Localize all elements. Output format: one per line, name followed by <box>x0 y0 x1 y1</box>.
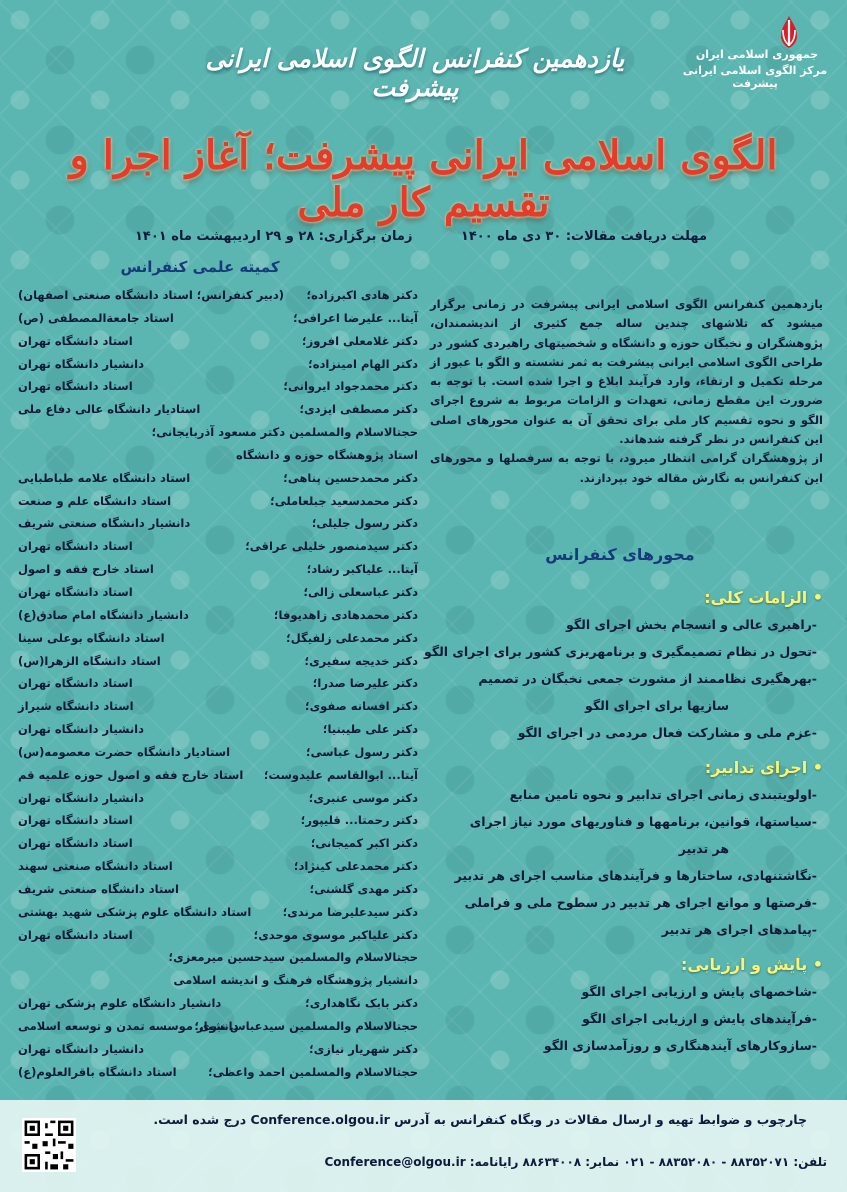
committee-row <box>18 695 418 718</box>
member-role: استاد دانشگاه تهران <box>18 927 133 942</box>
intro-paragraph: از پژوهشگران گرامی انتظار میرود، با توجه به سرفصلها و محورهای این کنفرانس به نگارش مقاله خود بپردازند. <box>430 451 823 485</box>
member-name: حجتالاسلام والمسلمین دکتر مسعود آذربایجانی؛ <box>151 425 418 440</box>
committee-row <box>18 992 418 1015</box>
bullet-icon: • <box>807 955 823 974</box>
member-name: دکتر رسول عباسی؛ <box>306 744 418 759</box>
committee-row <box>18 832 418 855</box>
member-name: دکتر سیدمنصور خلیلی عراقی؛ <box>245 539 418 554</box>
member-name: دکتر محمدجواد ایروانی؛ <box>283 379 418 394</box>
intro-paragraph: یازدهمین کنفرانس الگوی اسلامی ایرانی پیشرفت در زمانی برگزار میشود که تلاشهای چندین ساله جمع کثیری از اندیشمندان، پژوهشگران و نخبگان حوزه و دانشگاه و شخصیتهای راهبردی کشور در طراحی الگوی اسلامی ایرانی پیشرفت به ثمر نشسته و الگو با عبور از مرحله تکمیل و ارتقاء، وارد فرآیند ابلاغ و اجرا شده است. با توجه به ضرورت این مقطع زمانی، تعهدات و الزامات مربوط به شروع اجرای الگو و نحوه تقسیم کار ملی برای تحقق آن به عنوان محورهای اصلی این کنفرانس در نظر گرفته شدهاند. <box>430 297 823 447</box>
member-name: آیتا... ابوالقاسم علیدوست؛ <box>263 767 418 782</box>
qr-code-icon[interactable] <box>22 1118 76 1172</box>
section-title-general-requirements <box>704 588 823 607</box>
member-role: استاد جامعةالمصطفی (ص) <box>18 310 174 325</box>
committee-row <box>18 809 418 832</box>
bullet-icon: • <box>807 758 823 777</box>
committee-row <box>18 467 418 490</box>
committee-row <box>18 969 418 992</box>
member-role: استاد خارج فقه و اصول حوزه علمیه قم <box>18 767 244 782</box>
committee-row <box>18 718 418 741</box>
member-role: دانشیار پژوهشگاه فرهنگ و اندیشه اسلامی <box>173 973 418 988</box>
member-role: دانشیار دانشگاه صنعتی شریف <box>18 516 191 531</box>
footer-contact[interactable]: تلفن: ۸۸۳۵۲۰۷۱ - ۸۸۳۵۲۰۸۰ - ۰۲۱ نمابر: ۸۸۶۳۴۰۰۸ رایانامه: Conference@olgou.ir <box>324 1155 827 1169</box>
member-role: استاد دانشگاه بوعلی سینا <box>18 630 165 645</box>
committee-row <box>18 901 418 924</box>
member-name: دکتر الهام امینزاده؛ <box>308 356 418 371</box>
footer-main-text: چارچوب و ضوابط تهیه و ارسال مقالات در وبگاه کنفرانس به آدرس Conference.olgou.ir درج شده است. <box>153 1112 807 1127</box>
committee-row <box>18 741 418 764</box>
axis-item: -فرصتها و موانع اجرای هر تدبیر در سطوح ملی و فراملی <box>464 895 817 910</box>
member-role: دانشیار دانشگاه امام صادق(ع) <box>18 607 189 622</box>
member-name: دکتر علیاکبر موسوی موحدی؛ <box>253 927 418 942</box>
member-role: دانشیار دانشگاه تهران <box>18 722 144 737</box>
axes-title: محورهای کنفرانس <box>545 545 695 564</box>
member-name: دکتر محمدسعید جبلعاملی؛ <box>270 493 418 508</box>
committee-row <box>18 398 418 421</box>
committee-row <box>18 924 418 947</box>
committee-row <box>18 1015 418 1038</box>
axis-item: -تحول در نظام تصمیمگیری و برنامهریزی کشور برای اجرای الگو <box>424 644 817 659</box>
member-name: آیتا... علیرضا اعرافی؛ <box>293 310 418 325</box>
main-title: الگوی اسلامی ایرانی پیشرفت؛ آغاز اجرا و تقسیم کار ملی <box>69 132 778 226</box>
member-name: دکتر علیرضا صدرا؛ <box>312 676 418 691</box>
member-name: دکتر مصطفی ایزدی؛ <box>299 402 418 417</box>
member-name: دکتر افسانه صفوی؛ <box>305 699 418 714</box>
axis-item: -شاخصهای پایش و ارزیابی اجرای الگو <box>581 984 817 999</box>
member-name: آیتا... علیاکبر رشاد؛ <box>306 562 418 577</box>
member-name: دکتر موسی عنبری؛ <box>308 790 418 805</box>
member-role: دانشیار دانشگاه تهران <box>18 790 144 805</box>
axis-item: -سازوکارهای آیندهنگاری و روزآمدسازی الگو <box>543 1038 817 1053</box>
member-role: استاد دانشگاه شیراز <box>18 699 134 714</box>
committee-row <box>18 650 418 673</box>
member-role: استاد دانشگاه تهران <box>18 813 133 828</box>
section-title-text: الزامات کلی: <box>704 588 808 607</box>
axis-item: سازیها برای اجرای الگو <box>585 698 729 713</box>
member-role: استاد دانشگاه الزهرا(س) <box>18 653 161 668</box>
committee-row <box>18 1061 418 1084</box>
iran-emblem-icon <box>769 12 809 52</box>
committee-row <box>18 330 418 353</box>
intro-text <box>430 295 823 488</box>
member-name: حجتالاسلام والمسلمین سیدحسین میرمعزی؛ <box>168 950 418 965</box>
member-role: استاد دانشگاه تهران <box>18 539 133 554</box>
submission-deadline: مهلت دریافت مقالات: ۳۰ دی ماه ۱۴۰۰ <box>460 229 707 244</box>
section-title-monitoring <box>681 955 823 974</box>
committee-row <box>18 444 418 467</box>
member-role: (دبیر کنفرانس؛ استاد دانشگاه صنعتی اصفهان) <box>18 288 285 302</box>
committee-row <box>18 627 418 650</box>
member-name: دکتر رحمتا... قلیپور؛ <box>300 813 418 828</box>
member-name: دکتر خدیجه سفیری؛ <box>304 653 418 668</box>
conference-name: یازدهمین کنفرانس الگوی اسلامی ایرانی پیشرفت <box>205 44 625 102</box>
org-line-1: جمهوری اسلامی ایران <box>695 48 819 61</box>
member-role: دانشیار دانشگاه تهران <box>18 356 144 371</box>
member-name: دکتر مهدی گلشنی؛ <box>309 881 418 896</box>
axis-item: -راهبری عالی و انسجام بخش اجرای الگو <box>566 617 817 632</box>
axis-item: -سیاستها، قوانین، برنامهها و فناوریهای مورد نیاز اجرای <box>469 814 817 829</box>
member-role: استاد دانشگاه علامه طباطبایی <box>18 470 191 485</box>
committee-row <box>18 672 418 695</box>
member-role: استاد دانشگاه علوم پزشکی شهید بهشتی <box>18 904 252 919</box>
member-name: دکتر محمدحسین پناهی؛ <box>283 470 418 485</box>
member-role: استادیار دانشگاه حضرت معصومه(س) <box>18 744 231 759</box>
axis-item: -عزم ملی و مشارکت فعال مردمی در اجرای الگو <box>517 725 817 740</box>
committee-row <box>18 878 418 901</box>
member-role: استاد دانشگاه تهران <box>18 676 133 691</box>
axis-item: -پیامدهای اجرای هر تدبیر <box>661 922 817 937</box>
member-role: دانشیار موسسه تمدن و توسعه اسلامی <box>18 1019 239 1033</box>
member-name: دکتر محمدهادی زاهدیوفا؛ <box>273 607 418 622</box>
member-name: دکتر سیدعلیرضا مرندی؛ <box>282 904 418 919</box>
member-role: استاد پژوهشگاه حوزه و دانشگاه <box>236 447 418 462</box>
committee-row <box>18 1038 418 1061</box>
member-name: دکتر عباسعلی زالی؛ <box>303 584 418 599</box>
member-role: دانشیار دانشگاه علوم پزشکی تهران <box>18 996 222 1011</box>
bullet-icon: • <box>807 588 823 607</box>
member-name: دکتر علی طیبنیا؛ <box>322 722 418 737</box>
member-role: استاد دانشگاه علم و صنعت <box>18 493 172 508</box>
member-name: دکتر اکبر کمیجانی؛ <box>310 836 418 851</box>
member-name: دکتر هادی اکبرزاده؛ <box>306 288 418 302</box>
section-title-text: پایش و ارزیابی: <box>680 955 808 974</box>
committee-row <box>18 284 418 307</box>
member-role: استاد دانشگاه تهران <box>18 584 133 599</box>
org-line-2: مرکز الگوی اسلامی ایرانی پیشرفت <box>682 64 828 90</box>
member-role: استاد دانشگاه تهران <box>18 333 133 348</box>
committee-row <box>18 421 418 444</box>
committee-row <box>18 787 418 810</box>
committee-row <box>18 946 418 969</box>
committee-row <box>18 604 418 627</box>
member-role: استاد دانشگاه باقرالعلوم(ع) <box>18 1064 177 1079</box>
member-name: دکتر رسول جلیلی؛ <box>311 516 418 531</box>
section-title-text: اجرای تدابیر: <box>704 758 808 777</box>
member-role: استاد دانشگاه تهران <box>18 379 133 394</box>
axis-item: -نگاشتنهادی، ساختارها و فرآیندهای مناسب اجرای هر تدبیر <box>454 868 817 883</box>
axis-item: هر تدبیر <box>678 841 729 856</box>
member-name: حجتالاسلام والمسلمین احمد واعظی؛ <box>208 1064 418 1079</box>
member-name: دکتر شهریار نیازی؛ <box>309 1041 418 1056</box>
member-role: استاد خارج فقه و اصول <box>18 562 154 577</box>
committee-row <box>18 353 418 376</box>
axis-item: -بهرهگیری نظاممند از مشورت جمعی نخبگان در تصمیم <box>478 671 817 686</box>
member-name: دکتر محمدعلی کینژاد؛ <box>293 859 418 874</box>
section-title-implementation <box>705 758 823 777</box>
member-name: دکتر غلامعلی افروز؛ <box>302 333 418 348</box>
committee-row <box>18 490 418 513</box>
committee-row <box>18 535 418 558</box>
member-role: استادیار دانشگاه عالی دفاع ملی <box>18 402 201 417</box>
committee-title: کمیته علمی کنفرانس <box>120 258 280 276</box>
committee-row <box>18 581 418 604</box>
member-name: دکتر بابک نگاهداری؛ <box>305 996 418 1011</box>
event-dates: زمان برگزاری: ۲۸ و ۲۹ اردیبهشت ماه ۱۴۰۱ <box>135 229 413 244</box>
committee-row <box>18 558 418 581</box>
member-role: دانشیار دانشگاه تهران <box>18 1041 144 1056</box>
member-name: حجتالاسلام والمسلمین سیدعباس نبوی؛ <box>194 1019 418 1033</box>
committee-row <box>18 307 418 330</box>
committee-row <box>18 855 418 878</box>
axis-item: -اولویتبندی زمانی اجرای تدابیر و نحوه تامین منابع <box>509 787 817 802</box>
member-name: دکتر محمدعلی زلفیگل؛ <box>286 630 418 645</box>
committee-row <box>18 375 418 398</box>
axis-item: -فرآیندهای پایش و ارزیابی اجرای الگو <box>582 1011 817 1026</box>
committee-row <box>18 512 418 535</box>
committee-list <box>18 284 418 1084</box>
member-role: استاد دانشگاه صنعتی سهند <box>18 859 173 874</box>
member-role: استاد دانشگاه تهران <box>18 836 133 851</box>
committee-row <box>18 764 418 787</box>
member-role: استاد دانشگاه صنعتی شریف <box>18 881 179 896</box>
